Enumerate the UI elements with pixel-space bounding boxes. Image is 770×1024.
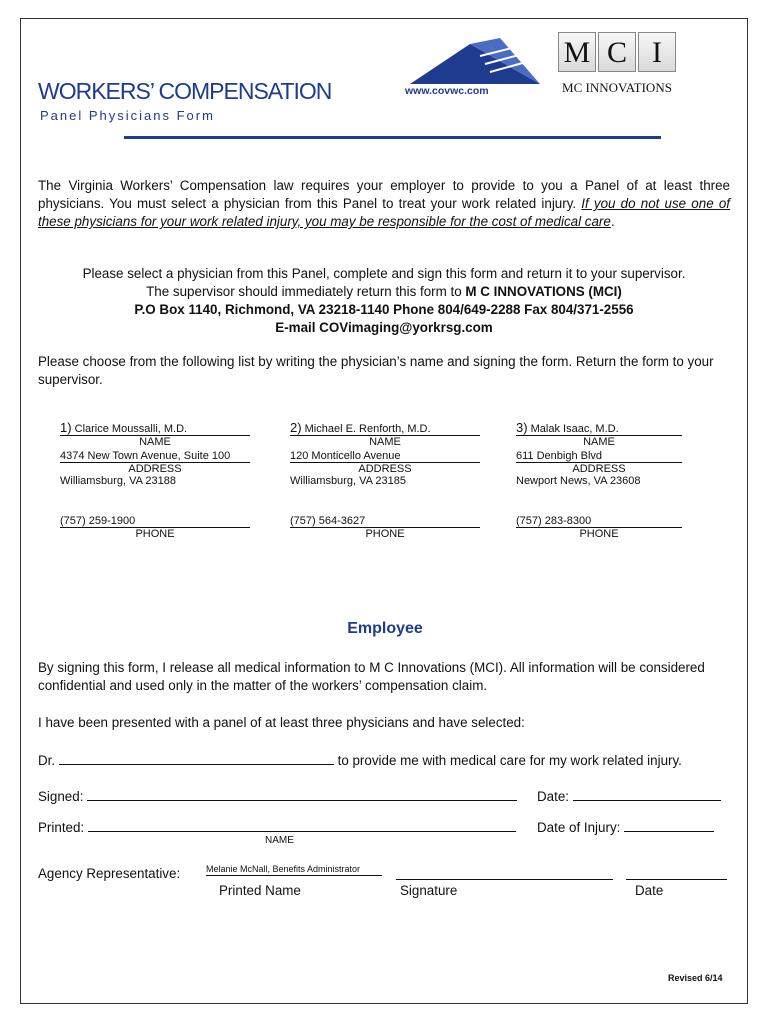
address-caption: ADDRESS bbox=[358, 463, 412, 475]
physician-address: 611 Denbigh Blvd bbox=[516, 450, 682, 463]
choose-instructions: Please choose from the following list by writing the physician’s name and signing the form. Return the form to your supervisor. bbox=[38, 354, 714, 387]
date-of-injury-label: Date of Injury: bbox=[537, 820, 621, 835]
printed-name-caption: NAME bbox=[265, 835, 294, 846]
mci-name-bold: M C INNOVATIONS (MCI) bbox=[465, 284, 622, 299]
mci-name: MC INNOVATIONS bbox=[562, 80, 672, 95]
name-caption: NAME bbox=[139, 436, 171, 448]
signature-field[interactable] bbox=[87, 786, 517, 801]
date-field[interactable] bbox=[573, 786, 721, 801]
physician-address: 4374 New Town Avenue, Suite 100 bbox=[60, 450, 250, 463]
mci-email: E-mail COVimaging@yorkrsg.com bbox=[275, 320, 493, 335]
address-caption: ADDRESS bbox=[572, 463, 626, 475]
physician-phone: (757) 564-3627 bbox=[290, 515, 480, 528]
employee-heading: Employee bbox=[347, 620, 423, 637]
release-paragraph: By signing this form, I release all medical information to M C Innovations (MCI). All information will be considered confidential and used only in the matter of the workers’ compensation claim. bbox=[38, 660, 705, 693]
date-of-injury-row bbox=[537, 817, 714, 835]
physician-phone: (757) 283-8300 bbox=[516, 515, 682, 528]
physician-name-line bbox=[60, 420, 250, 436]
physician-name: Malak Isaac, M.D. bbox=[530, 423, 619, 435]
presented-paragraph: I have been presented with a panel of at least three physicians and have selected: bbox=[38, 715, 525, 730]
physician-2 bbox=[290, 420, 480, 540]
date-of-injury-field[interactable] bbox=[624, 817, 714, 832]
date-row bbox=[537, 786, 721, 804]
form-subtitle: Panel Physicians Form bbox=[40, 108, 215, 123]
physician-name: Clarice Moussalli, M.D. bbox=[74, 423, 188, 435]
dr-row bbox=[38, 750, 682, 768]
physician-phone: (757) 259-1900 bbox=[60, 515, 250, 528]
physician-number: 2) bbox=[290, 420, 302, 435]
phone-caption: PHONE bbox=[365, 528, 405, 540]
date-caption-label: Date bbox=[635, 883, 664, 898]
physician-city: Williamsburg, VA 23185 bbox=[290, 475, 406, 487]
physician-city: Newport News, VA 23608 bbox=[516, 475, 641, 487]
form-title: WORKERS’ COMPENSATION bbox=[38, 78, 332, 104]
agency-signature-field[interactable] bbox=[396, 878, 613, 880]
name-caption: NAME bbox=[369, 436, 401, 448]
intro-warning: If you do not use one of these physicians for your work related injury, you may be responsible for the cost of medical care bbox=[38, 196, 730, 229]
agency-label: Agency Representative: bbox=[38, 866, 181, 881]
dr-label: Dr. bbox=[38, 753, 56, 768]
physician-name-line bbox=[516, 420, 682, 436]
physician-1 bbox=[60, 420, 250, 540]
printed-label: Printed: bbox=[38, 820, 85, 835]
covwc-logo bbox=[400, 36, 550, 86]
physician-name: Michael E. Renforth, M.D. bbox=[304, 423, 431, 435]
physician-number: 3) bbox=[516, 420, 528, 435]
mci-letter-i: I bbox=[638, 32, 676, 72]
physician-name-line bbox=[290, 420, 480, 436]
instructions-line2-prefix: The supervisor should immediately return this form to bbox=[146, 284, 466, 299]
agency-rep-name: Melanie McNall, Benefits Administrator bbox=[206, 864, 382, 876]
mci-letter-c: C bbox=[598, 32, 636, 72]
phone-caption: PHONE bbox=[135, 528, 175, 540]
signed-row bbox=[38, 786, 517, 804]
header-rule bbox=[124, 136, 661, 139]
dr-name-field[interactable] bbox=[59, 750, 334, 765]
physician-city: Williamsburg, VA 23188 bbox=[60, 475, 176, 487]
signed-label: Signed: bbox=[38, 789, 84, 804]
date-label: Date: bbox=[537, 789, 570, 804]
name-caption: NAME bbox=[583, 436, 615, 448]
mci-letter-m: M bbox=[558, 32, 596, 72]
instructions-block bbox=[38, 265, 730, 337]
instructions-line1: Please select a physician from this Panel, complete and sign this form and return it to your supervisor. bbox=[82, 266, 686, 281]
mci-logo bbox=[554, 32, 680, 114]
mci-address: P.O Box 1140, Richmond, VA 23218-1140 Phone 804/649-2288 Fax 804/371-2556 bbox=[134, 302, 634, 317]
intro-text: The Virginia Workers’ Compensation law requires your employer to provide to you a Panel of at least three physicians. You must select a physician from this Panel to treat your work related injury. bbox=[38, 178, 730, 211]
intro-end: . bbox=[610, 214, 615, 229]
physician-address: 120 Monticello Avenue bbox=[290, 450, 480, 463]
phone-caption: PHONE bbox=[579, 528, 619, 540]
signature-label: Signature bbox=[400, 883, 458, 898]
address-caption: ADDRESS bbox=[128, 463, 182, 475]
intro-paragraph bbox=[38, 177, 730, 231]
covwc-url: www.covwc.com bbox=[405, 85, 489, 97]
instructions-line2 bbox=[38, 283, 730, 301]
physician-number: 1) bbox=[60, 420, 72, 435]
printed-row bbox=[38, 817, 516, 835]
dr-suffix: to provide me with medical care for my work related injury. bbox=[337, 753, 682, 768]
physician-3 bbox=[516, 420, 706, 540]
printed-name-field[interactable] bbox=[88, 817, 516, 832]
agency-date-field[interactable] bbox=[626, 878, 727, 880]
revised-date: Revised 6/14 bbox=[668, 973, 723, 983]
printed-name-label: Printed Name bbox=[219, 883, 301, 898]
